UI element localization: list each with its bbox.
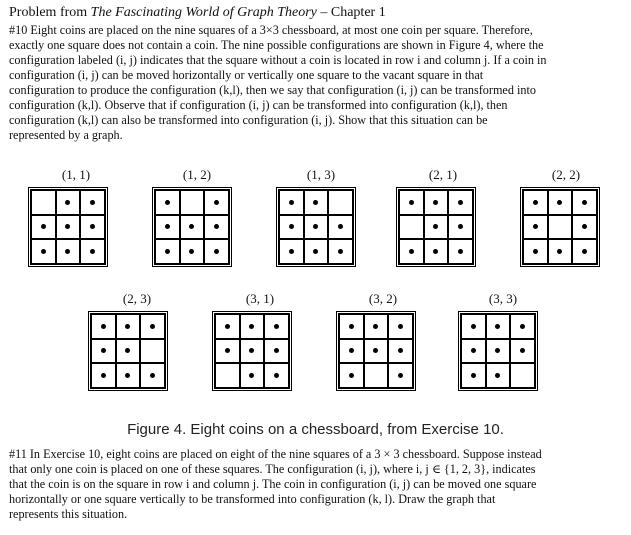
coin-square	[140, 314, 165, 339]
problem-11-line: that the coin is on the square in row i and column j. The coin in configuration (i, j) can be moved one square	[9, 477, 537, 491]
empty-square	[548, 215, 573, 240]
chessboard-2-3	[90, 313, 166, 389]
empty-square	[31, 190, 56, 215]
coin-square	[572, 215, 597, 240]
chessboard-1-2	[154, 189, 230, 265]
chessboard-2-2	[522, 189, 598, 265]
problem-10-line: configuration (k,l). Observe that if configuration (i, j) can be transformed into configuration (k,l), then	[9, 98, 508, 112]
coin-square	[388, 314, 413, 339]
coin-square	[279, 239, 304, 264]
config-label: (1, 2)	[182, 167, 212, 182]
empty-square	[364, 363, 389, 388]
coin-square	[399, 190, 424, 215]
coin-square	[240, 363, 265, 388]
coin-square	[155, 215, 180, 240]
problem-11-line: that only one coin is placed on one of these squares. The configuration (i, j), where i, j ∈ {1, 2, 3}, indicates	[9, 462, 536, 476]
heading-suffix: – Chapter 1	[316, 5, 386, 20]
coin-square	[264, 339, 289, 364]
coin-square	[424, 239, 449, 264]
problem-10-line: configuration labeled (i, j) indicates that the square without a coin is located in row i and column j. If a coin in	[9, 53, 547, 67]
coin-square	[364, 339, 389, 364]
coin-square	[461, 339, 486, 364]
empty-square	[215, 363, 240, 388]
coin-square	[424, 215, 449, 240]
coin-square	[510, 339, 535, 364]
empty-square	[510, 363, 535, 388]
coin-square	[56, 215, 81, 240]
coin-square	[155, 239, 180, 264]
coin-square	[180, 215, 205, 240]
problem-10-line: #10 Eight coins are placed on the nine squares of a 3×3 chessboard, at most one coin per square. Therefore,	[9, 23, 533, 37]
empty-square	[180, 190, 205, 215]
coin-square	[215, 339, 240, 364]
coin-square	[328, 215, 353, 240]
coin-square	[264, 363, 289, 388]
coin-square	[486, 314, 511, 339]
coin-square	[80, 190, 105, 215]
chessboard-2-1	[398, 189, 474, 265]
book-title: The Fascinating World of Graph Theory	[90, 5, 317, 20]
config-label: (2, 3)	[122, 291, 152, 306]
config-label: (1, 1)	[61, 167, 91, 182]
coin-square	[240, 339, 265, 364]
coin-square	[461, 363, 486, 388]
coin-square	[461, 314, 486, 339]
coin-square	[399, 239, 424, 264]
chessboard-1-3	[278, 189, 354, 265]
coin-square	[140, 363, 165, 388]
coin-square	[204, 239, 229, 264]
coin-square	[116, 314, 141, 339]
coin-square	[364, 314, 389, 339]
config-label: (3, 3)	[488, 291, 518, 306]
config-label: (1, 3)	[306, 167, 336, 182]
coin-square	[548, 239, 573, 264]
coin-square	[572, 239, 597, 264]
coin-square	[448, 190, 473, 215]
coin-square	[31, 215, 56, 240]
problem-10-line: configuration to produce the configuration (k,l), then we say that configuration (i, j) can be transformed into	[9, 83, 536, 97]
chessboard-1-1	[30, 189, 106, 265]
coin-square	[204, 190, 229, 215]
coin-square	[56, 190, 81, 215]
coin-square	[572, 190, 597, 215]
coin-square	[388, 339, 413, 364]
problem-10-line: exactly one square does not contain a coin. The nine possible configurations are shown in Figure 4, where the	[9, 38, 544, 52]
coin-square	[486, 339, 511, 364]
coin-square	[80, 215, 105, 240]
coin-square	[339, 339, 364, 364]
coin-square	[279, 215, 304, 240]
chessboard-3-2	[338, 313, 414, 389]
problem-10-line: configuration (i, j) can be moved horizontally or vertically one square to the vacant square in that	[9, 68, 484, 82]
coin-square	[264, 314, 289, 339]
coin-square	[80, 239, 105, 264]
coin-square	[215, 314, 240, 339]
coin-square	[91, 363, 116, 388]
config-label: (3, 2)	[368, 291, 398, 306]
config-label: (2, 1)	[428, 167, 458, 182]
coin-square	[279, 190, 304, 215]
coin-square	[523, 215, 548, 240]
empty-square	[140, 339, 165, 364]
coin-square	[91, 314, 116, 339]
coin-square	[56, 239, 81, 264]
coin-square	[116, 339, 141, 364]
chessboard-3-1	[214, 313, 290, 389]
coin-square	[91, 339, 116, 364]
coin-square	[304, 190, 329, 215]
empty-square	[328, 190, 353, 215]
coin-square	[424, 190, 449, 215]
problem-10-line: configuration (k,l) can also be transformed into configuration (i, j). Show that this situation can be	[9, 113, 488, 127]
coin-square	[304, 239, 329, 264]
coin-square	[240, 314, 265, 339]
coin-square	[548, 190, 573, 215]
empty-square	[399, 215, 424, 240]
coin-square	[339, 314, 364, 339]
problem-10-line: represented by a graph.	[9, 128, 123, 142]
coin-square	[31, 239, 56, 264]
coin-square	[180, 239, 205, 264]
coin-square	[328, 239, 353, 264]
coin-square	[339, 363, 364, 388]
coin-square	[510, 314, 535, 339]
coin-square	[523, 190, 548, 215]
problem-11-line: horizontally or one square vertically to be transformed into configuration (k, l). Draw the graph that	[9, 492, 496, 506]
config-label: (3, 1)	[245, 291, 275, 306]
problem-heading	[9, 4, 386, 21]
figure-caption: Figure 4. Eight coins on a chessboard, from Exercise 10.	[127, 421, 504, 438]
problem-11-line: represents this situation.	[9, 507, 128, 521]
config-label: (2, 2)	[551, 167, 581, 182]
coin-square	[523, 239, 548, 264]
coin-square	[304, 215, 329, 240]
coin-square	[116, 363, 141, 388]
coin-square	[155, 190, 180, 215]
problem-11-line: #11 In Exercise 10, eight coins are placed on eight of the nine squares of a 3 × 3 chessboard. Suppose instead	[9, 447, 542, 461]
coin-square	[448, 215, 473, 240]
chessboard-3-3	[460, 313, 536, 389]
coin-square	[388, 363, 413, 388]
heading-prefix: Problem from	[9, 5, 91, 20]
coin-square	[486, 363, 511, 388]
coin-square	[448, 239, 473, 264]
coin-square	[204, 215, 229, 240]
